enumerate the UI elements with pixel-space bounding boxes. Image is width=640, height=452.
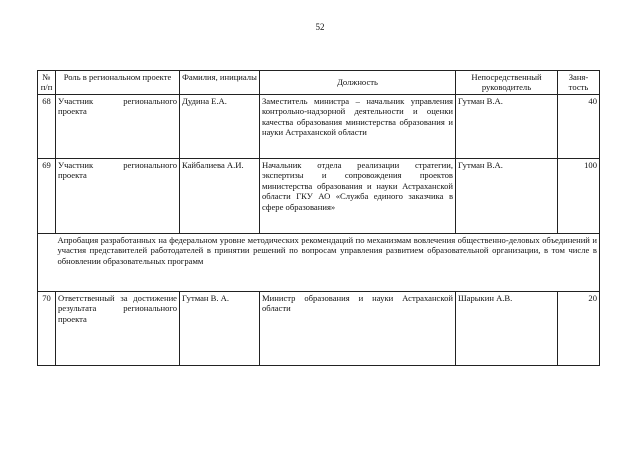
section-text: Апробация разработанных на федеральном уровне методических рекомендаций по механизмам вовлечения общественно-деловых объединений и участия представителей работодателей в принятии решений по вопросам управления развитием образовательной организации, в том числе в обновлении образовательных программ xyxy=(56,234,600,292)
staff-table xyxy=(37,70,600,366)
row-name: Кайбалиева А.И. xyxy=(180,159,260,234)
header-role: Роль в региональном проекте xyxy=(56,71,180,95)
header-name: Фамилия, инициалы xyxy=(180,71,260,95)
table-row xyxy=(38,292,600,366)
row-num: 70 xyxy=(38,292,56,366)
page-number: 52 xyxy=(315,22,325,32)
row-num: 68 xyxy=(38,95,56,159)
row-position: Заместитель министра – начальник управления контрольно-надзорной деятельности и оценки качества образования министерства образования и науки Астраханской области xyxy=(260,95,456,159)
row-position: Начальник отдела реализации стратегии, экспертизы и сопровождения проектов министерства образования и науки Астраханской области ГКУ АО «Служба единого заказчика в сфере образования» xyxy=(260,159,456,234)
row-supervisor: Гутман В.А. xyxy=(456,95,558,159)
row-role: Ответственный за достижение результата регионального проекта xyxy=(56,292,180,366)
row-role: Участник регионального проекта xyxy=(56,95,180,159)
table-row xyxy=(38,95,600,159)
table-header-row xyxy=(38,71,600,95)
row-load: 40 xyxy=(558,95,600,159)
row-name: Гутман В. А. xyxy=(180,292,260,366)
header-num: № п/п xyxy=(38,71,56,95)
row-role: Участник регионального проекта xyxy=(56,159,180,234)
header-position: Должность xyxy=(260,71,456,95)
row-load: 100 xyxy=(558,159,600,234)
row-load: 20 xyxy=(558,292,600,366)
row-position: Министр образования и науки Астраханской области xyxy=(260,292,456,366)
section-row xyxy=(38,234,600,292)
header-supervisor: Непосредственный руководитель xyxy=(456,71,558,95)
header-load: Заня-тость xyxy=(558,71,600,95)
row-num: 69 xyxy=(38,159,56,234)
row-name: Дудина Е.А. xyxy=(180,95,260,159)
row-supervisor: Шарыкин А.В. xyxy=(456,292,558,366)
row-supervisor: Гутман В.А. xyxy=(456,159,558,234)
table-row xyxy=(38,159,600,234)
